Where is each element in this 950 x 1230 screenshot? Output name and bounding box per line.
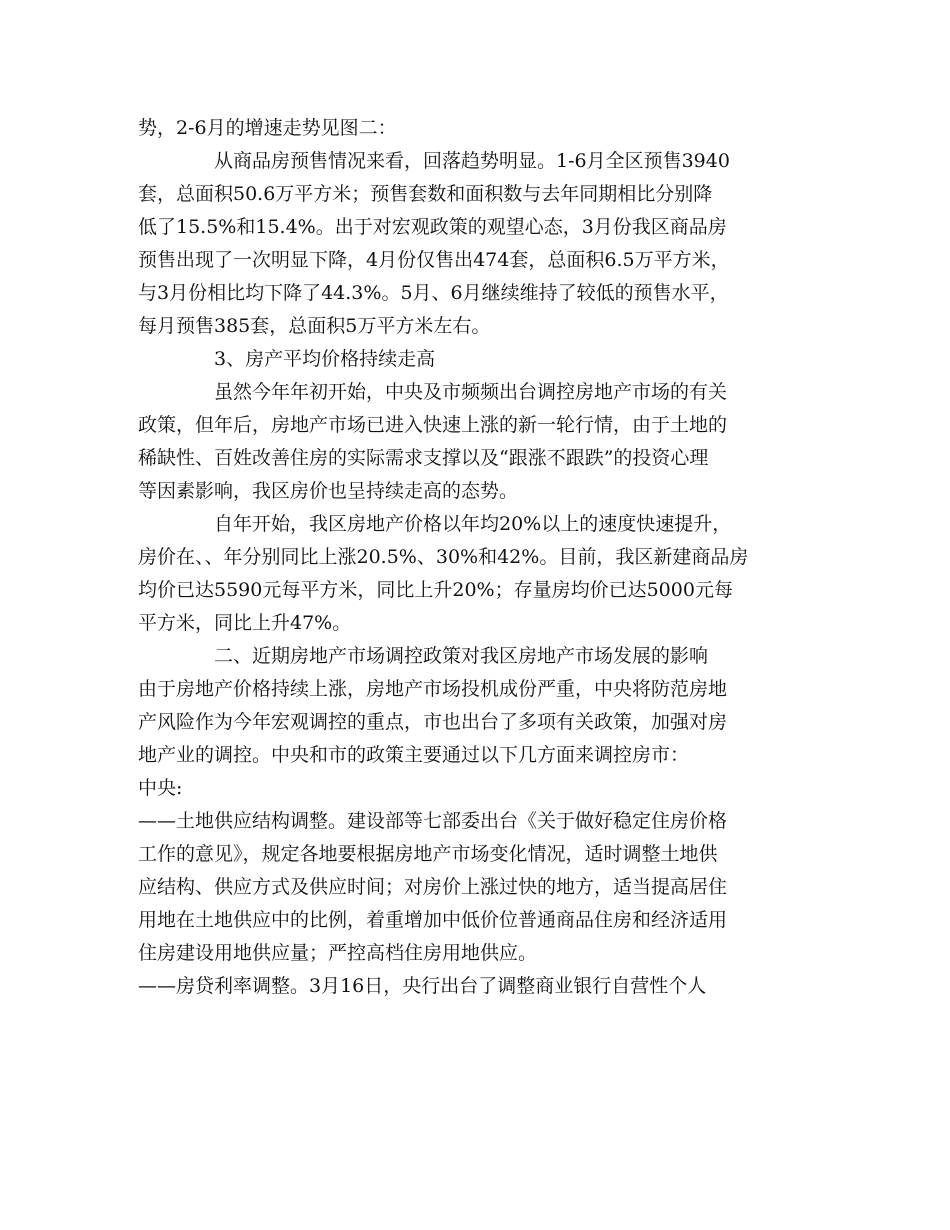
- text-line: 套，总面积50.6万平方米；预售套数和面积数与去年同期相比分别降: [138, 183, 713, 205]
- text-line: 由于房地产价格持续上涨，房地产市场投机成份严重，中央将防范房地: [138, 678, 728, 700]
- section-heading: 3、房产平均价格持续走高: [214, 348, 436, 370]
- text-line: 等因素影响，我区房价也呈持续走高的态势。: [138, 480, 519, 502]
- text-line: 低了15.5%和15.4%。出于对宏观政策的观望心态，3月份我区商品房: [138, 216, 727, 238]
- paragraph-start-line: 从商品房预售情况来看，回落趋势明显。1-6月全区预售3940: [214, 150, 730, 172]
- section-heading: 二、近期房地产市场调控政策对我区房地产市场发展的影响: [214, 645, 709, 667]
- document-page: [138, 112, 818, 1003]
- text-line: 房价在、、年分别同比上涨20.5%、30%和42%。目前，我区新建商品房: [138, 546, 749, 568]
- list-item-line: ——房贷利率调整。3月16日，央行出台了调整商业银行自营性个人: [138, 975, 707, 997]
- text-line: 政策，但年后，房地产市场已进入快速上涨的新一轮行情，由于土地的: [138, 414, 728, 436]
- text-line: 工作的意见》，规定各地要根据房地产市场变化情况，适时调整土地供: [138, 843, 718, 865]
- text-line: 用地在土地供应中的比例，着重增加中低价位普通商品住房和经济适用: [138, 909, 728, 931]
- text-line: 产风险作为今年宏观调控的重点，市也出台了多项有关政策，加强对房: [138, 711, 728, 733]
- text-line: 势，2-6月的增速走势见图二：: [138, 117, 397, 139]
- text-line: 平方米，同比上升47%。: [138, 612, 352, 634]
- text-line: 均价已达5590元每平方米，同比上升20%；存量房均价已达5000元每: [138, 579, 733, 601]
- subheading-line: 中央:: [138, 777, 183, 799]
- text-line: 住房建设用地供应量；严控高档住房用地供应。: [138, 942, 538, 964]
- text-line: 稀缺性、百姓改善住房的实际需求支撑以及“跟涨不跟跌”的投资心理: [138, 447, 709, 469]
- text-line: 地产业的调控。中央和市的政策主要通过以下几方面来调控房市：: [138, 744, 690, 766]
- text-line: 应结构、供应方式及供应时间；对房价上涨过快的地方，适当提高居住: [138, 876, 728, 898]
- list-item-line: ——土地供应结构调整。建设部等七部委出台《关于做好稳定住房价格: [138, 810, 728, 832]
- paragraph-start-line: 虽然今年年初开始，中央及市频频出台调控房地产市场的有关: [214, 381, 728, 403]
- text-line: 预售出现了一次明显下降，4月份仅售出474套，总面积6.5万平方米，: [138, 249, 730, 271]
- text-line: 每月预售385套，总面积5万平方米左右。: [138, 315, 491, 337]
- text-line: 与3月份相比均下降了44.3%。5月、6月继续维持了较低的预售水平，: [138, 282, 729, 304]
- paragraph-start-line: 自年开始，我区房地产价格以年均20%以上的速度快速提升，: [214, 513, 732, 535]
